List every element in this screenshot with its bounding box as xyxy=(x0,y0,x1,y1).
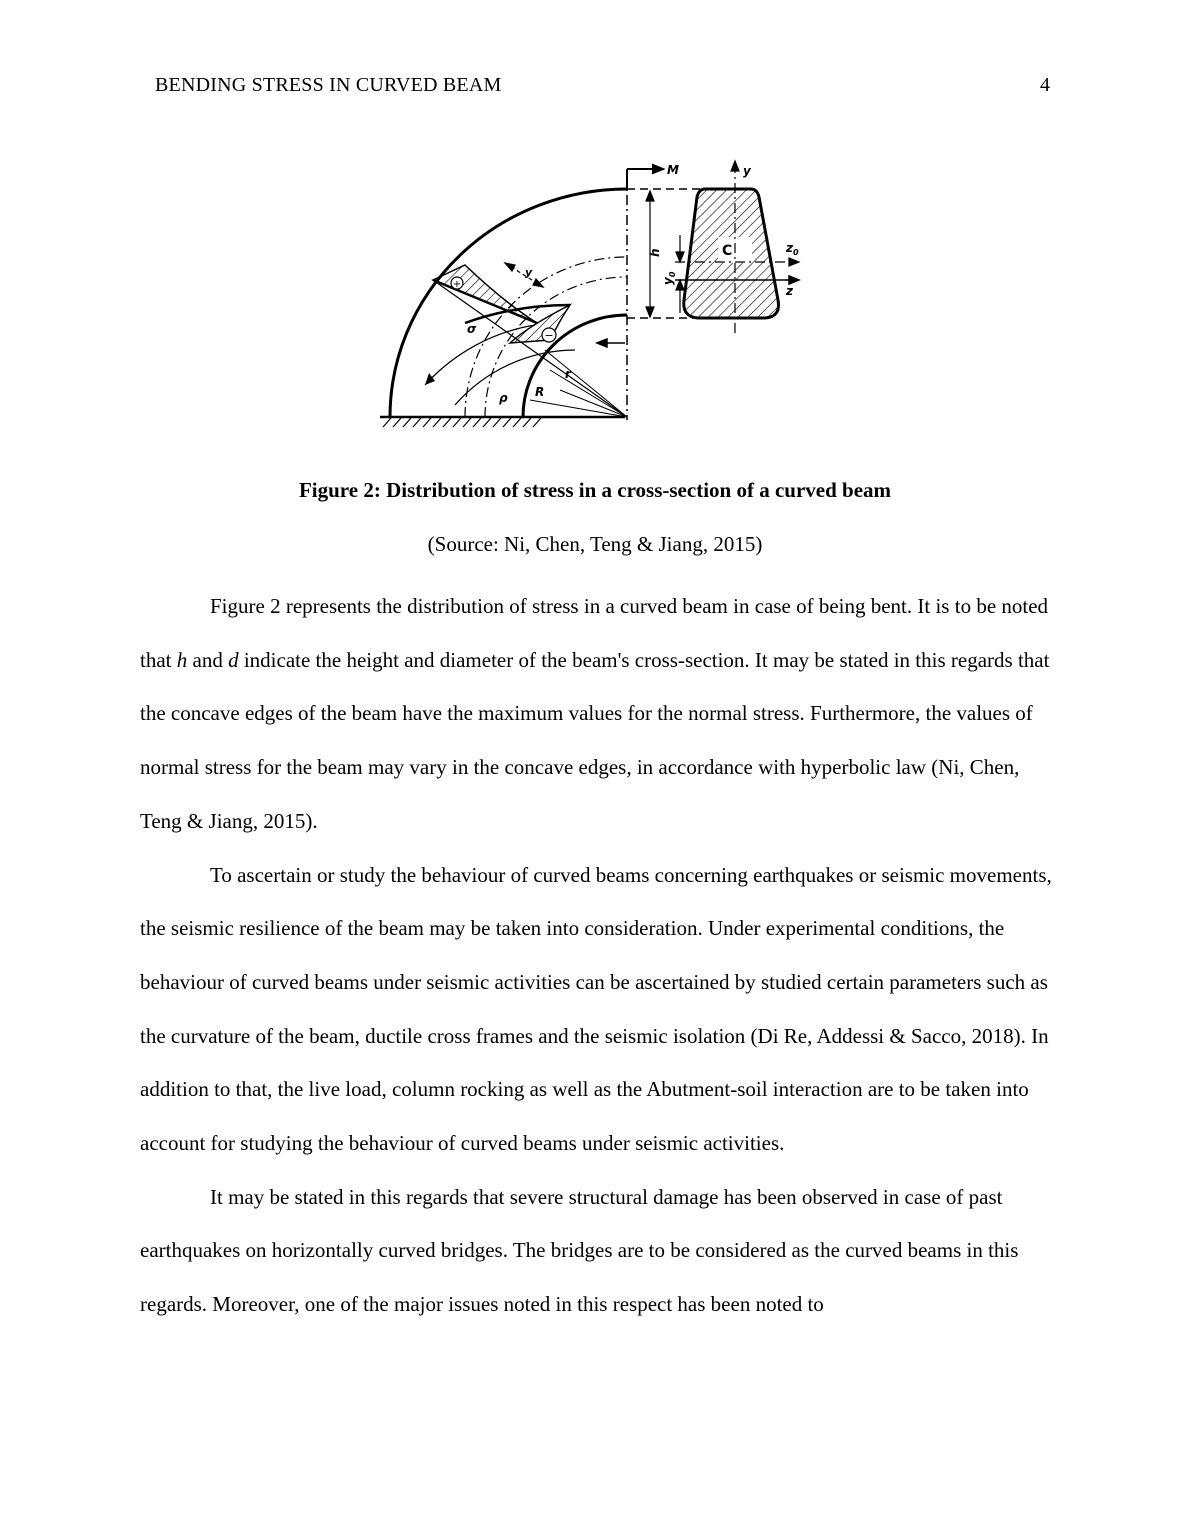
paragraph-2: To ascertain or study the behaviour of curved beams concerning earthquakes or seismic movements, the seismic resilience of the beam may be taken into consideration. Under experimental conditions, the behaviour of curved beams under seismic activities can be ascertained by studied certain parameters such as the curvature of the beam, ductile cross frames and the seismic isolation (Di Re, Addessi & Sacco, 2018). In addition to that, the live load, column rocking as well as the Abutment-soil interaction are to be taken into account for studying the behaviour of curved beams under seismic activities. xyxy=(140,862,1052,1156)
paragraph-1-part-a: Figure 2 represents the distribution of stress in a curved beam in case of being bent. It is to be noted that xyxy=(140,594,1049,672)
body-text xyxy=(140,580,1052,1332)
y0-main: y xyxy=(661,277,675,285)
rho-label: ρ xyxy=(499,391,508,405)
y-label-section: y xyxy=(743,164,751,178)
y-dimension xyxy=(505,263,543,287)
curved-beam-figure xyxy=(375,155,805,435)
minus-label: − xyxy=(544,329,554,342)
h-label: h xyxy=(648,248,662,257)
running-head xyxy=(155,70,1050,100)
z-label: z xyxy=(786,284,793,298)
force-arrow xyxy=(597,339,625,347)
C-label: C xyxy=(722,243,733,259)
R-label: R xyxy=(535,385,545,399)
y-label-cut: y xyxy=(525,266,533,279)
figure-source: (Source: Ni, Chen, Teng & Jiang, 2015) xyxy=(427,532,763,556)
M-label: M xyxy=(667,163,679,177)
paragraph-3: It may be stated in this regards that severe structural damage has been observed in case of past earthquakes on horizontally curved bridges. The bridges are to be considered as the curved beams in this regards. Moreover, one of the major issues noted in this respect has been noted to xyxy=(140,1184,1019,1317)
moment-arrow xyxy=(627,165,663,189)
z0-label xyxy=(785,241,799,257)
y0-label xyxy=(661,271,677,285)
plus-label: + xyxy=(452,279,462,290)
r-label: r xyxy=(565,367,571,381)
stress-distribution xyxy=(433,265,627,417)
figure-caption: Figure 2: Distribution of stress in a cross-section of a curved beam xyxy=(298,478,892,502)
y0-subscript: 0 xyxy=(668,271,677,278)
z0-subscript: 0 xyxy=(792,248,799,257)
beam-outline xyxy=(390,175,627,420)
running-title: BENDING STRESS IN CURVED BEAM xyxy=(155,74,502,96)
curved-beam-diagram xyxy=(375,155,805,435)
ground-support xyxy=(380,417,625,427)
z0-main: z xyxy=(786,241,793,255)
sigma-label: σ xyxy=(467,322,477,336)
variable-d: d xyxy=(228,647,239,672)
paragraph-1 xyxy=(140,580,1052,849)
page-number: 4 xyxy=(1040,74,1050,96)
paragraph-1-part-c: indicate the height and diameter of the beam's cross-section. It may be stated in this regards that the concave edges of the beam have the maximum values for the normal stress. Furthermore, the values of normal stress for the beam may vary in the concave edges, in accordance with hyperbolic law (Ni, Chen, Teng & Jiang, 2015). xyxy=(140,647,1050,833)
paragraph-1-part-b: and xyxy=(187,647,229,672)
variable-h: h xyxy=(176,647,188,672)
